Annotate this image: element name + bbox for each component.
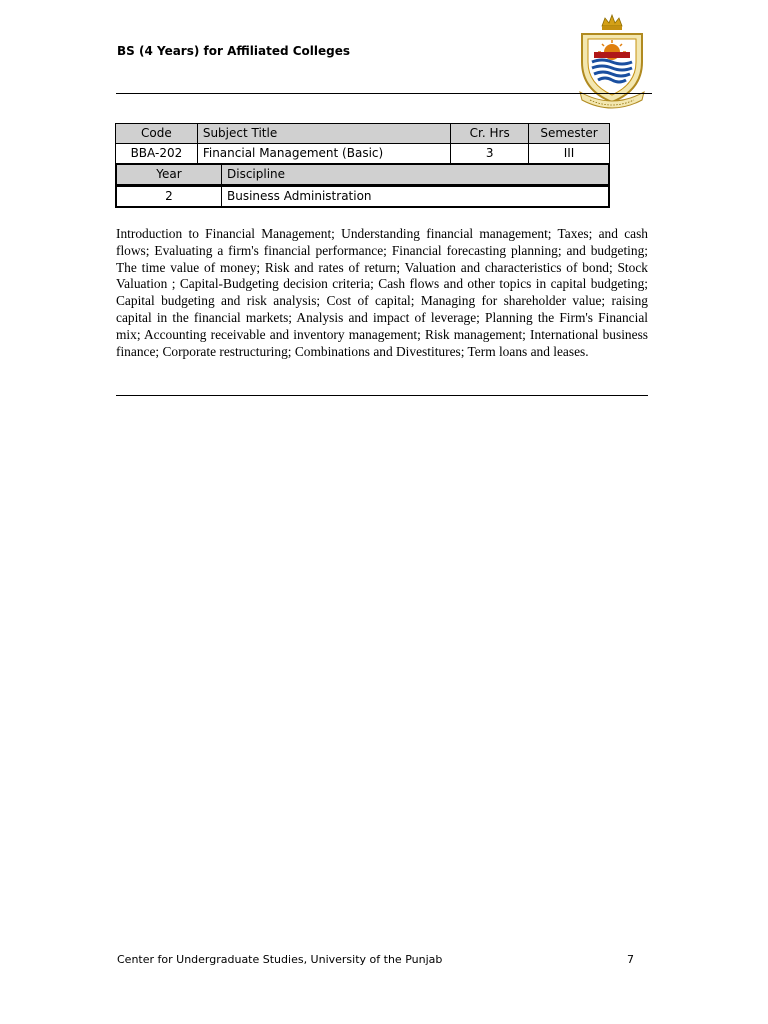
course-info-table [115,123,610,208]
footer-institution: Center for Undergraduate Studies, University of the Punjab [117,953,443,966]
course-discipline: Business Administration [222,187,609,207]
course-subject-title: Financial Management (Basic) [197,144,450,164]
year-discipline-row [116,186,610,208]
course-table-row [116,144,610,164]
course-year: 2 [117,187,222,207]
code-header: Code [116,124,198,144]
document-header-title: BS (4 Years) for Affiliated Colleges [117,44,351,58]
header-divider [116,93,652,94]
year-discipline-header-row [116,164,610,186]
university-crest-icon [576,12,648,112]
course-semester: III [529,144,610,164]
content-divider [116,395,648,396]
discipline-header: Discipline [222,165,609,185]
year-header: Year [117,165,222,185]
page-number: 7 [627,953,634,966]
subject-title-header: Subject Title [197,124,450,144]
semester-header: Semester [529,124,610,144]
course-table-header-row [116,124,610,144]
course-code: BBA-202 [116,144,198,164]
credit-hours-header: Cr. Hrs [451,124,529,144]
course-description: Introduction to Financial Management; Understanding financial management; Taxes; and cash flows; Evaluating a firm's financial performance; Financial forecasting planning; and budgeting; The time value of money; Risk and rates of return; Valuation and characteristics of bond; Stock Valuation ; Capital-Budgeting decision criteria; Cash flows and other topics in capital budgeting; Capital budgeting and risk analysis; Cost of capital; Managing for shareholder value; raising capital in the financial markets; Analysis and impact of leverage; Planning the Firm's Financial mix; Accounting receivable and inventory management; Risk management; International business finance; Corporate restructuring; Combinations and Divestitures; Term loans and leases. [116,226,648,359]
course-credit-hours: 3 [451,144,529,164]
